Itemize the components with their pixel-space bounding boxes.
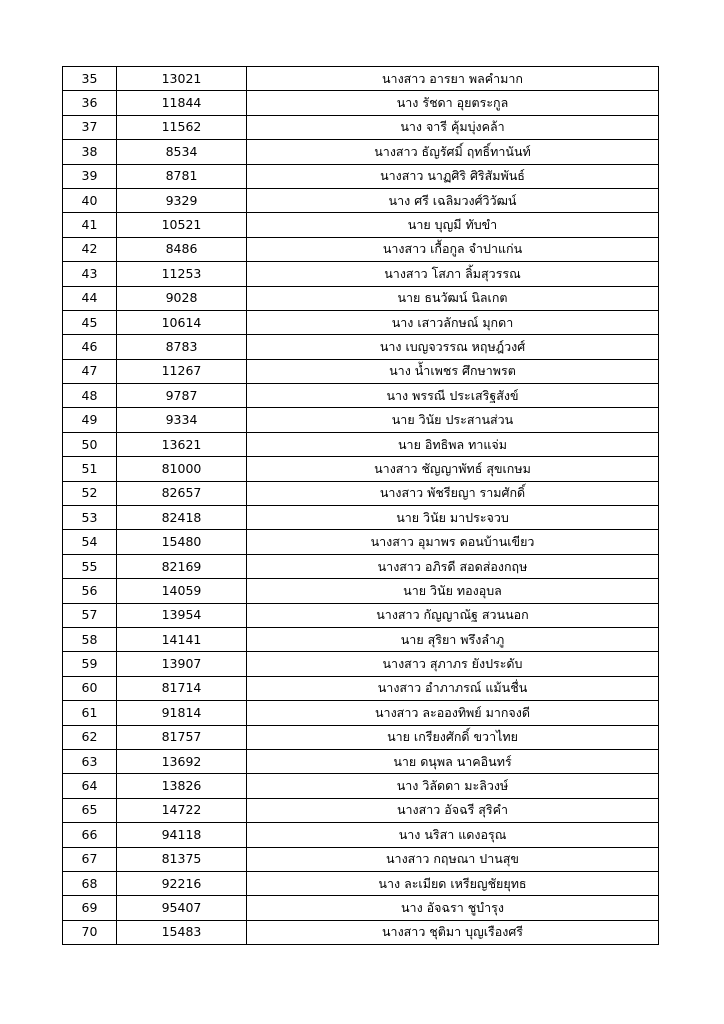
member-id-cell: 92216 [117,871,247,895]
member-name-cell: นาง ศรี เฉลิมวงศ์วิวัฒน์ [247,188,659,212]
member-name-cell: นางสาว ละอองทิพย์ มากจงดี [247,701,659,725]
member-id-cell: 82169 [117,554,247,578]
row-number-cell: 50 [63,432,117,456]
member-id-cell: 14141 [117,627,247,651]
row-number-cell: 40 [63,188,117,212]
member-id-cell: 14722 [117,798,247,822]
member-id-cell: 13021 [117,67,247,91]
row-number-cell: 47 [63,359,117,383]
member-name-cell: นางสาว ชุติมา บุญเรืองศรี [247,920,659,944]
member-name-cell: นางสาว โสภา ลิ้มสุวรรณ [247,262,659,286]
table-row [63,432,659,456]
member-name-cell: นาง พรรณี ประเสริฐสังข์ [247,384,659,408]
member-id-cell: 91814 [117,701,247,725]
table-row [63,91,659,115]
table-row [63,457,659,481]
member-name-cell: นางสาว กฤษณา ปานสุข [247,847,659,871]
table-row [63,530,659,554]
table-row [63,798,659,822]
row-number-cell: 65 [63,798,117,822]
row-number-cell: 41 [63,213,117,237]
table-row [63,627,659,651]
member-name-cell: นาง อัจฉรา ชูบำรุง [247,896,659,920]
member-id-cell: 11253 [117,262,247,286]
table-row [63,384,659,408]
row-number-cell: 49 [63,408,117,432]
row-number-cell: 43 [63,262,117,286]
row-number-cell: 46 [63,335,117,359]
table-row [63,115,659,139]
member-name-cell: นาง นริสา แดงอรุณ [247,823,659,847]
member-name-cell: นาง ละเมียด เหรียญชัยยุทธ [247,871,659,895]
member-id-cell: 9028 [117,286,247,310]
member-id-cell: 14059 [117,579,247,603]
table-row [63,725,659,749]
member-name-cell: นาย อิทธิพล ทาแจ่ม [247,432,659,456]
member-id-cell: 13621 [117,432,247,456]
table-row [63,652,659,676]
row-number-cell: 53 [63,506,117,530]
member-name-cell: นาง จารี คุ้มบุ่งคล้า [247,115,659,139]
member-id-cell: 8781 [117,164,247,188]
row-number-cell: 70 [63,920,117,944]
member-id-cell: 8534 [117,140,247,164]
member-name-cell: นาง วิลัดดา มะลิวงษ์ [247,774,659,798]
table-row [63,920,659,944]
member-id-cell: 8783 [117,335,247,359]
member-id-cell: 81375 [117,847,247,871]
member-name-cell: นางสาว อุมาพร ดอนบ้านเขียว [247,530,659,554]
member-id-cell: 15480 [117,530,247,554]
member-id-cell: 11844 [117,91,247,115]
table-row [63,286,659,310]
member-id-cell: 10614 [117,310,247,334]
member-name-cell: นาย บุญมี ทับขำ [247,213,659,237]
row-number-cell: 52 [63,481,117,505]
row-number-cell: 61 [63,701,117,725]
member-id-cell: 9787 [117,384,247,408]
row-number-cell: 55 [63,554,117,578]
member-name-cell: นางสาว อำภาภรณ์ แม้นชื่น [247,676,659,700]
member-name-cell: นางสาว ชัญญาพัทธ์ สุขเกษม [247,457,659,481]
member-id-cell: 81757 [117,725,247,749]
table-row [63,603,659,627]
table-row [63,701,659,725]
roster-body [63,67,659,945]
table-row [63,774,659,798]
member-id-cell: 13826 [117,774,247,798]
member-id-cell: 81714 [117,676,247,700]
member-name-cell: นางสาว อภิรดี สอดส่องกฤษ [247,554,659,578]
member-id-cell: 10521 [117,213,247,237]
member-name-cell: นาย ธนวัฒน์ นิลเกต [247,286,659,310]
member-id-cell: 82657 [117,481,247,505]
row-number-cell: 45 [63,310,117,334]
member-id-cell: 13954 [117,603,247,627]
member-id-cell: 9329 [117,188,247,212]
member-name-cell: นางสาว นาฏศิริ ศิริสัมพันธ์ [247,164,659,188]
row-number-cell: 35 [63,67,117,91]
roster-table [62,66,659,945]
member-name-cell: นาย วินัย ประสานส่วน [247,408,659,432]
row-number-cell: 60 [63,676,117,700]
table-row [63,359,659,383]
roster-page [62,66,658,945]
table-row [63,871,659,895]
row-number-cell: 67 [63,847,117,871]
table-row [63,676,659,700]
table-row [63,335,659,359]
member-name-cell: นางสาว เกื้อกูล จำปาแก่น [247,237,659,261]
table-row [63,310,659,334]
member-id-cell: 82418 [117,506,247,530]
member-id-cell: 9334 [117,408,247,432]
row-number-cell: 51 [63,457,117,481]
table-row [63,67,659,91]
member-id-cell: 8486 [117,237,247,261]
member-name-cell: นาย เกรียงศักดิ์ ขวาไทย [247,725,659,749]
member-name-cell: นาง เบญจวรรณ หฤษฎ์วงศ์ [247,335,659,359]
table-row [63,896,659,920]
member-id-cell: 95407 [117,896,247,920]
row-number-cell: 58 [63,627,117,651]
member-id-cell: 13692 [117,749,247,773]
member-name-cell: นางสาว กัญญาณัฐ สวนนอก [247,603,659,627]
row-number-cell: 63 [63,749,117,773]
member-id-cell: 11562 [117,115,247,139]
table-row [63,847,659,871]
member-name-cell: นางสาว พัชรียญา รามศักดิ์ [247,481,659,505]
member-name-cell: นาง น้ำเพชร ศึกษาพรต [247,359,659,383]
table-row [63,140,659,164]
member-id-cell: 11267 [117,359,247,383]
table-row [63,579,659,603]
member-name-cell: นาย สุริยา พรึงลำภู [247,627,659,651]
table-row [63,506,659,530]
member-name-cell: นาย วินัย ทองอุบล [247,579,659,603]
member-id-cell: 81000 [117,457,247,481]
row-number-cell: 42 [63,237,117,261]
table-row [63,554,659,578]
member-id-cell: 13907 [117,652,247,676]
member-id-cell: 94118 [117,823,247,847]
member-name-cell: นางสาว อารยา พลคำมาก [247,67,659,91]
row-number-cell: 56 [63,579,117,603]
row-number-cell: 44 [63,286,117,310]
row-number-cell: 62 [63,725,117,749]
member-name-cell: นาย วินัย มาประจวบ [247,506,659,530]
member-id-cell: 15483 [117,920,247,944]
row-number-cell: 38 [63,140,117,164]
row-number-cell: 48 [63,384,117,408]
member-name-cell: นาง รัชดา อุยตระกูล [247,91,659,115]
row-number-cell: 59 [63,652,117,676]
row-number-cell: 36 [63,91,117,115]
member-name-cell: นางสาว สุภาภร ยังประดับ [247,652,659,676]
row-number-cell: 66 [63,823,117,847]
row-number-cell: 39 [63,164,117,188]
member-name-cell: นาง เสาวลักษณ์ มุกดา [247,310,659,334]
member-name-cell: นางสาว ธัญรัศมิ์ ฤทธิ์ทานันท์ [247,140,659,164]
row-number-cell: 54 [63,530,117,554]
row-number-cell: 68 [63,871,117,895]
table-row [63,262,659,286]
table-row [63,164,659,188]
table-row [63,749,659,773]
row-number-cell: 57 [63,603,117,627]
member-name-cell: นางสาว อัจฉรี สุริคำ [247,798,659,822]
table-row [63,188,659,212]
row-number-cell: 37 [63,115,117,139]
member-name-cell: นาย ดนุพล นาคอินทร์ [247,749,659,773]
row-number-cell: 64 [63,774,117,798]
table-row [63,481,659,505]
table-row [63,408,659,432]
table-row [63,237,659,261]
row-number-cell: 69 [63,896,117,920]
table-row [63,213,659,237]
table-row [63,823,659,847]
